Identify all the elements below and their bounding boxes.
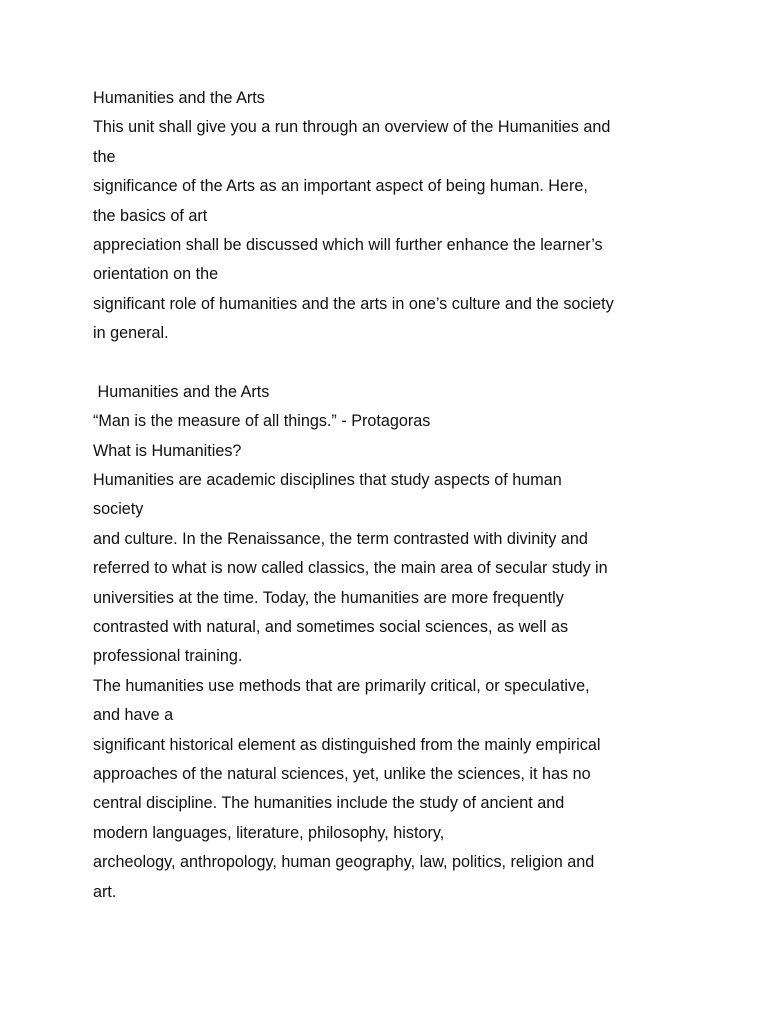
text-line: Humanities are academic disciplines that study aspects of human [93, 471, 562, 490]
text-line: and culture. In the Renaissance, the term contrasted with divinity and [93, 529, 588, 548]
text-line: orientation on the [93, 265, 219, 284]
text-line: significant role of humanities and the arts in one’s culture and the society [93, 294, 614, 313]
text-line: in general. [93, 324, 169, 343]
document-body [93, 84, 693, 907]
section-heading: Humanities and the Arts [93, 89, 265, 107]
text-line: referred to what is now called classics, the main area of secular study in [93, 559, 608, 578]
paragraph-spacer [93, 349, 693, 378]
text-line: The humanities use methods that are primarily critical, or speculative, [93, 676, 590, 695]
text-line: approaches of the natural sciences, yet, unlike the sciences, it has no [93, 764, 591, 783]
text-line: and have a [93, 706, 174, 725]
question-heading: What is Humanities? [93, 441, 242, 460]
text-line: significance of the Arts as an important aspect of being human. Here, [93, 177, 588, 196]
text-line: the basics of art [93, 206, 208, 225]
text-line: art. [93, 882, 117, 901]
text-line: society [93, 500, 144, 519]
text-line: significant historical element as distinguished from the mainly empirical [93, 735, 601, 754]
text-line: modern languages, literature, philosophy, history, [93, 823, 445, 842]
text-line: appreciation shall be discussed which will further enhance the learner’s [93, 235, 603, 254]
section-heading: Humanities and the Arts [93, 382, 270, 401]
text-line: central discipline. The humanities include the study of ancient and [93, 794, 565, 813]
text-line: archeology, anthropology, human geography, law, politics, religion and [93, 853, 595, 872]
text-line: This unit shall give you a run through an overview of the Humanities and [93, 118, 611, 137]
text-line: universities at the time. Today, the humanities are more frequently [93, 588, 564, 607]
text-line: contrasted with natural, and sometimes social sciences, as well as [93, 618, 569, 637]
text-line: professional training. [93, 647, 243, 666]
quote-line: “Man is the measure of all things.” - Protagoras [93, 412, 431, 431]
text-line: the [93, 147, 116, 166]
